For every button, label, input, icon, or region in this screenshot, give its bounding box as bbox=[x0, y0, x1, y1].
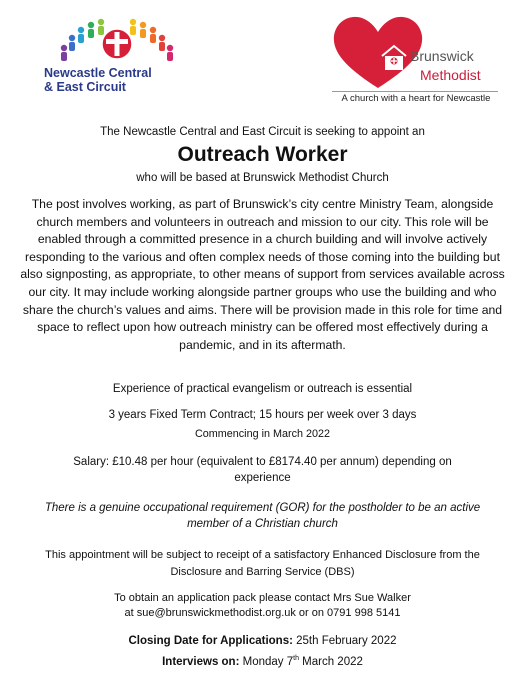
closing-date-value: 25th February 2022 bbox=[292, 635, 397, 647]
job-title: Outreach Worker bbox=[177, 143, 348, 166]
brand-tagline: A church with a heart for Newcastle bbox=[341, 93, 491, 104]
contract-terms: 3 years Fixed Term Contract; 15 hours per week over 3 days bbox=[108, 409, 417, 421]
logo-divider bbox=[332, 91, 498, 92]
closing-date bbox=[0, 633, 525, 650]
job-location: who will be based at Brunswick Methodist Church bbox=[136, 172, 389, 184]
closing-date-label: Closing Date for Applications: bbox=[128, 635, 293, 647]
interview-date-value-pre: Monday 7 bbox=[239, 655, 294, 668]
role-description: The post involves working, as part of Brunswick’s city centre Ministry Team, alongside church members and volunteers in outreach and mission to our city. This role will be enabled through a committed presence in a church building and will involve actively responding to the various and often complex needs of those coming into the building but also signposting, as appropriate, to other means of support from services available across our city. It may include working alongside partner groups who use the building and who share the church’s values and aims. There will be provision made in this role for time and space to reflect upon how outreach ministry can be offered most effectively during a pandemic, and in its aftermath. bbox=[20, 197, 505, 352]
rainbow-figures-cross-icon bbox=[52, 18, 182, 66]
circuit-name: Newcastle Central & East Circuit bbox=[44, 66, 152, 94]
circuit-logo bbox=[44, 18, 194, 100]
interview-date-label: Interviews on: bbox=[162, 655, 240, 668]
gor-requirement: There is a genuine occupational requirement (GOR) for the postholder to be an active member of a Christian church bbox=[44, 502, 481, 530]
intro-line: The Newcastle Central and East Circuit is seeking to appoint an bbox=[100, 126, 425, 138]
contact-line1: To obtain an application pack please contact Mrs Sue Walker bbox=[114, 592, 411, 604]
interview-date bbox=[0, 650, 525, 671]
interview-date-sup: th bbox=[293, 655, 299, 662]
contact-info bbox=[0, 591, 525, 621]
start-date: Commencing in March 2022 bbox=[194, 428, 331, 440]
experience-requirement: Experience of practical evangelism or outreach is essential bbox=[112, 383, 413, 395]
salary-info: Salary: £10.48 per hour (equivalent to £8174.40 per annum) depending on experience bbox=[73, 456, 452, 484]
brand-name-line1: Brunswick bbox=[410, 48, 474, 64]
key-dates bbox=[0, 633, 525, 671]
interview-date-value-post: March 2022 bbox=[298, 655, 363, 668]
brand-name-line2: Methodist bbox=[420, 67, 481, 83]
brunswick-logo bbox=[330, 12, 500, 104]
contact-line2: at sue@brunswickmethodist.org.uk or on 0791 998 5141 bbox=[124, 607, 401, 619]
dbs-notice: This appointment will be subject to receipt of a satisfactory Enhanced Disclosure from the Disclosure and Barring Service (DBS) bbox=[45, 549, 480, 578]
